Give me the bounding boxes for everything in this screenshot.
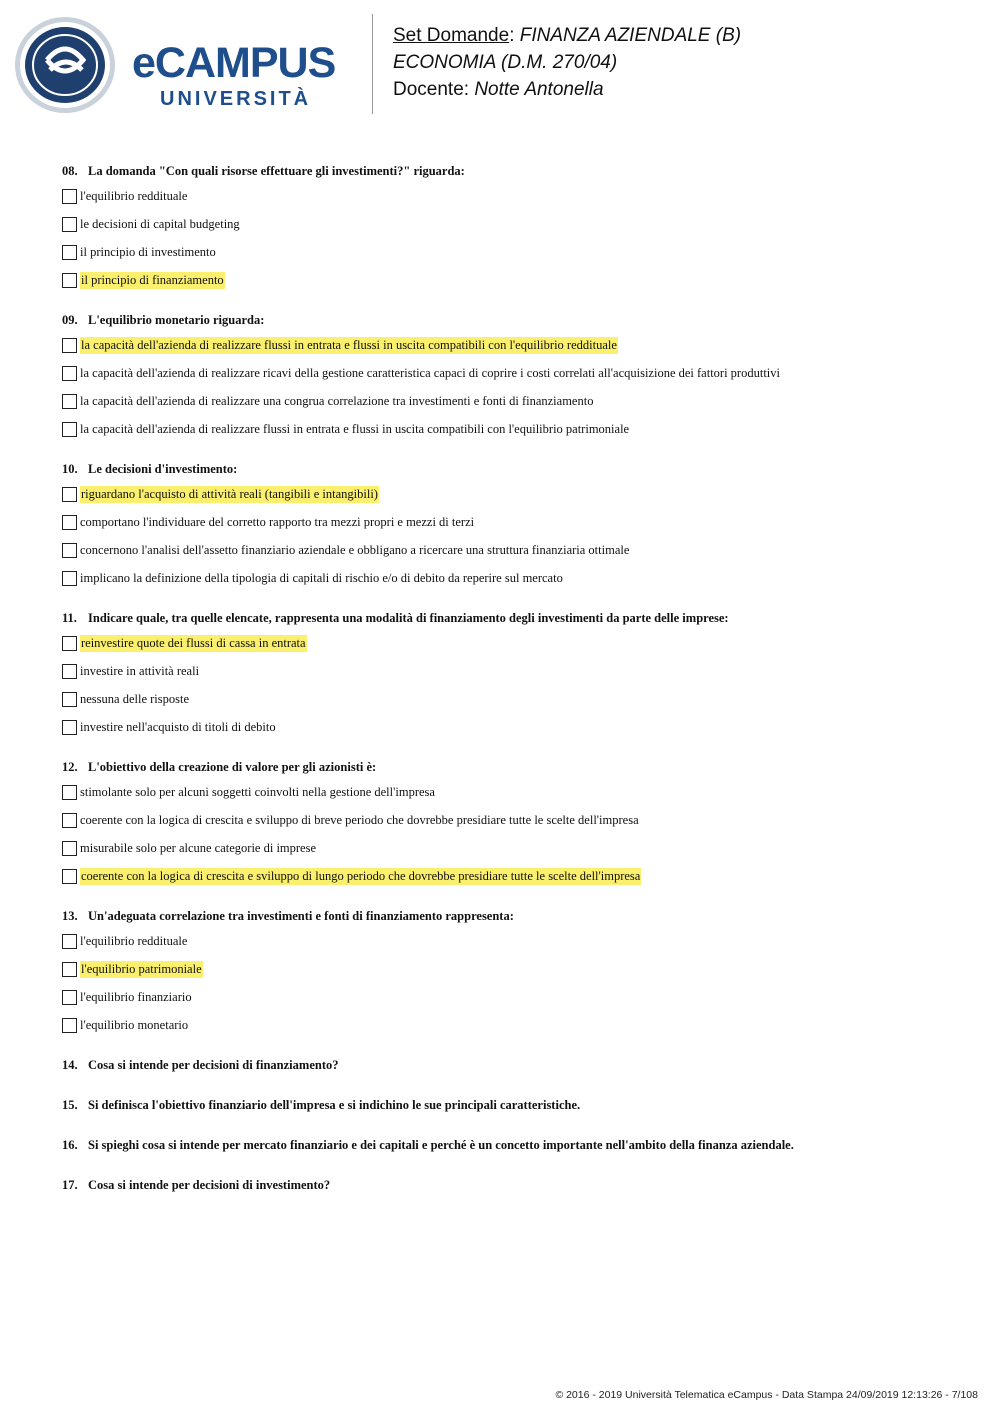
answer-text: la capacità dell'azienda di realizzare flussi in entrata e flussi in uscita compatibili con l'equilibrio patrimoniale xyxy=(80,421,630,436)
open-question xyxy=(62,1174,962,1196)
checkbox-icon[interactable] xyxy=(62,841,77,856)
question-text: La domanda "Con quali risorse effettuare gli investimenti?" riguarda: xyxy=(88,164,465,178)
answer-option[interactable] xyxy=(62,238,962,266)
checkbox-icon[interactable] xyxy=(62,636,77,651)
checkbox-icon[interactable] xyxy=(62,785,77,800)
set-label: Set Domande xyxy=(393,25,510,46)
question-number: 14. xyxy=(62,1058,78,1072)
answer-option[interactable] xyxy=(62,210,962,238)
checkbox-icon[interactable] xyxy=(62,189,77,204)
answer-option[interactable] xyxy=(62,955,962,983)
question-title xyxy=(62,756,962,778)
answer-text: coerente con la logica di crescita e sviluppo di breve periodo che dovrebbe presidiare tutte le scelte dell'impresa xyxy=(80,812,639,827)
question-title xyxy=(62,607,962,629)
question-text: Un'adeguata correlazione tra investimenti e fonti di finanziamento rappresenta: xyxy=(88,909,514,923)
header-divider xyxy=(372,14,373,114)
answer-option[interactable] xyxy=(62,1011,962,1039)
question-title xyxy=(62,458,962,480)
answer-text: la capacità dell'azienda di realizzare una congrua correlazione tra investimenti e fonti di finanziamento xyxy=(80,393,594,408)
checkbox-icon[interactable] xyxy=(62,720,77,735)
correct-answer-text: il principio di finanziamento xyxy=(81,272,224,287)
answer-option[interactable] xyxy=(62,778,962,806)
answer-option[interactable] xyxy=(62,657,962,685)
question-title xyxy=(62,905,962,927)
answer-text: investire in attività reali xyxy=(80,663,200,678)
checkbox-icon[interactable] xyxy=(62,273,77,288)
answer-text: le decisioni di capital budgeting xyxy=(80,216,240,231)
answer-option[interactable] xyxy=(62,834,962,862)
question-number: 17. xyxy=(62,1178,78,1192)
answer-text: l'equilibrio finanziario xyxy=(80,989,192,1004)
teacher-name: Notte Antonella xyxy=(474,79,604,100)
open-question xyxy=(62,1054,962,1076)
answer-text: concernono l'analisi dell'assetto finanziario aziendale e obbligano a ricercare una struttura finanziaria ottimale xyxy=(80,542,630,557)
logo-subtitle: UNIVERSITÀ xyxy=(160,88,312,110)
question-text: Si spieghi cosa si intende per mercato finanziario e dei capitali e perché è un concetto importante nell'ambito della finanza aziendale. xyxy=(88,1138,794,1152)
question-text: L'obiettivo della creazione di valore per gli azionisti è: xyxy=(88,760,377,774)
question-number: 15. xyxy=(62,1098,78,1112)
question-block xyxy=(62,607,962,741)
checkbox-icon[interactable] xyxy=(62,394,77,409)
answer-text: l'equilibrio reddituale xyxy=(80,933,188,948)
answer-option[interactable] xyxy=(62,806,962,834)
page-footer: © 2016 - 2019 Università Telematica eCampus - Data Stampa 24/09/2019 12:13:26 - 7/108 xyxy=(555,1389,978,1401)
answer-text: nessuna delle risposte xyxy=(80,691,190,706)
correct-answer-text: l'equilibrio patrimoniale xyxy=(81,961,202,976)
question-text: Cosa si intende per decisioni di investimento? xyxy=(88,1178,331,1192)
correct-answer-text: la capacità dell'azienda di realizzare flussi in entrata e flussi in uscita compatibili con l'equilibrio reddituale xyxy=(81,337,617,352)
question-number: 16. xyxy=(62,1138,78,1152)
checkbox-icon[interactable] xyxy=(62,869,77,884)
answer-text: l'equilibrio monetario xyxy=(80,1017,189,1032)
course-name: ECONOMIA (D.M. 270/04) xyxy=(393,52,618,73)
answer-option[interactable] xyxy=(62,536,962,564)
answer-option[interactable] xyxy=(62,685,962,713)
answer-option[interactable] xyxy=(62,182,962,210)
checkbox-icon[interactable] xyxy=(62,366,77,381)
open-question xyxy=(62,1094,962,1116)
checkbox-icon[interactable] xyxy=(62,217,77,232)
checkbox-icon[interactable] xyxy=(62,487,77,502)
correct-answer-text: riguardano l'acquisto di attività reali (tangibili e intangibili) xyxy=(81,486,378,501)
answer-option[interactable] xyxy=(62,629,962,657)
correct-answer-text: coerente con la logica di crescita e sviluppo di lungo periodo che dovrebbe presidiare tutte le scelte dell'impresa xyxy=(81,868,641,883)
answer-option[interactable] xyxy=(62,508,962,536)
checkbox-icon[interactable] xyxy=(62,245,77,260)
question-text: Cosa si intende per decisioni di finanziamento? xyxy=(88,1058,339,1072)
question-number: 10. xyxy=(62,462,78,476)
question-block xyxy=(62,756,962,890)
answer-text: il principio di investimento xyxy=(80,244,216,259)
answer-text: la capacità dell'azienda di realizzare ricavi della gestione caratteristica capaci di coprire i costi correlati all'acquisizione dei fattori produttivi xyxy=(80,365,780,380)
question-title xyxy=(62,160,962,182)
answer-option[interactable] xyxy=(62,415,962,443)
answer-text: misurabile solo per alcune categorie di imprese xyxy=(80,840,317,855)
ecampus-emblem-icon xyxy=(14,16,116,114)
questions-list xyxy=(62,160,962,1214)
answer-option[interactable] xyxy=(62,564,962,592)
answer-text: investire nell'acquisto di titoli di debito xyxy=(80,719,276,734)
checkbox-icon[interactable] xyxy=(62,692,77,707)
question-block xyxy=(62,309,962,443)
question-block xyxy=(62,458,962,592)
checkbox-icon[interactable] xyxy=(62,338,77,353)
question-text: Le decisioni d'investimento: xyxy=(88,462,238,476)
checkbox-icon[interactable] xyxy=(62,543,77,558)
answer-option[interactable] xyxy=(62,387,962,415)
checkbox-icon[interactable] xyxy=(62,962,77,977)
page-header xyxy=(0,0,1000,130)
answer-option[interactable] xyxy=(62,359,962,387)
answer-option[interactable] xyxy=(62,927,962,955)
question-number: 09. xyxy=(62,313,78,327)
checkbox-icon[interactable] xyxy=(62,571,77,586)
answer-option[interactable] xyxy=(62,862,962,890)
checkbox-icon[interactable] xyxy=(62,664,77,679)
answer-option[interactable] xyxy=(62,331,962,359)
teacher-label: Docente: xyxy=(393,79,470,100)
question-block xyxy=(62,905,962,1039)
question-block xyxy=(62,160,962,294)
question-number: 11. xyxy=(62,611,77,625)
checkbox-icon[interactable] xyxy=(62,422,77,437)
checkbox-icon[interactable] xyxy=(62,934,77,949)
question-number: 08. xyxy=(62,164,78,178)
answer-option[interactable] xyxy=(62,713,962,741)
answer-text: l'equilibrio reddituale xyxy=(80,188,188,203)
question-text: Indicare quale, tra quelle elencate, rappresenta una modalità di finanziamento degli investimenti da parte delle imprese: xyxy=(88,611,729,625)
correct-answer-text: reinvestire quote dei flussi di cassa in entrata xyxy=(81,635,306,650)
set-value: FINANZA AZIENDALE (B) xyxy=(519,25,742,46)
checkbox-icon[interactable] xyxy=(62,990,77,1005)
logo-wordmark: eCAMPUS xyxy=(132,39,336,87)
answer-text: stimolante solo per alcuni soggetti coinvolti nella gestione dell'impresa xyxy=(80,784,435,799)
question-number: 13. xyxy=(62,909,78,923)
question-text: Si definisca l'obiettivo finanziario dell'impresa e si indichino le sue principali caratteristiche. xyxy=(88,1098,581,1112)
answer-option[interactable] xyxy=(62,983,962,1011)
checkbox-icon[interactable] xyxy=(62,515,77,530)
checkbox-icon[interactable] xyxy=(62,813,77,828)
question-title xyxy=(62,309,962,331)
question-number: 12. xyxy=(62,760,78,774)
header-info: Set Domande: FINANZA AZIENDALE (B) ECONOMIA (D.M. 270/04) Docente: Notte Antonella xyxy=(393,25,742,100)
answer-text: implicano la definizione della tipologia di capitali di rischio e/o di debito da reperire sul mercato xyxy=(80,570,563,585)
checkbox-icon[interactable] xyxy=(62,1018,77,1033)
question-text: L'equilibrio monetario riguarda: xyxy=(88,313,265,327)
answer-option[interactable] xyxy=(62,266,962,294)
answer-option[interactable] xyxy=(62,480,962,508)
answer-text: comportano l'individuare del corretto rapporto tra mezzi propri e mezzi di terzi xyxy=(80,514,475,529)
open-question xyxy=(62,1134,962,1156)
